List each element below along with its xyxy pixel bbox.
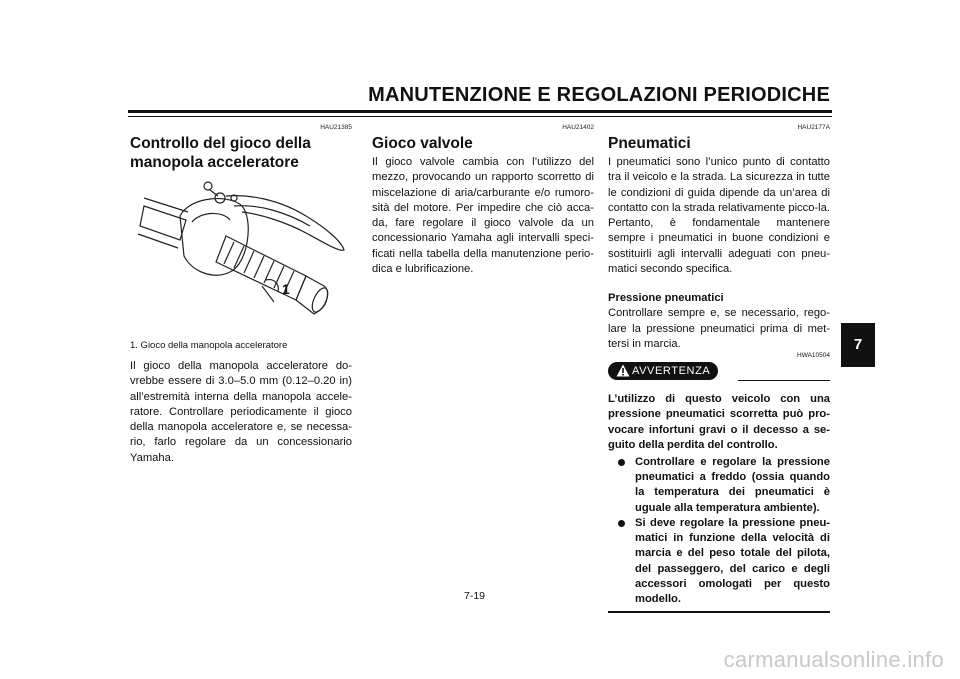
chapter-tab: 7 — [841, 323, 875, 367]
section-code: HAU2177A — [797, 124, 830, 131]
warning-badge — [608, 362, 718, 380]
bullet-icon — [618, 520, 625, 527]
warning-header — [608, 352, 830, 386]
subtitle-tire-pressure: Pressione pneumatici — [608, 292, 724, 305]
watermark: carmanualsonline.info — [723, 647, 944, 672]
warning-triangle-icon — [616, 364, 630, 377]
bullet-text: Controllare e regolare la pressione pneumatici a freddo (ossia quando la temperatura dei pneumatici è uguale alla temperatura ambiente). — [635, 456, 830, 514]
warning-bottom-rule — [608, 611, 830, 613]
page-header-title: MANUTENZIONE E REGOLAZIONI PERIODICHE — [368, 84, 830, 106]
column-tires — [608, 124, 830, 613]
warning-rule — [738, 380, 830, 381]
header-rule-thin — [128, 116, 832, 117]
body-tires: I pneumatici sono l’unico punto di contatto tra il veicolo e la strada. La sicurezza in tutte le condizioni di guida dipende da un’area di contatto con la strada relativamente picco-la. Pertanto, è fondamentale mantenere sempre i pneumatici in buone condizioni e sostituirli agli intervalli adeguati con pneu-matici secondo specifica. — [608, 156, 831, 276]
list-item — [608, 455, 830, 516]
bullet-icon — [618, 459, 625, 466]
list-item — [608, 516, 830, 607]
section-code: HAU21402 — [562, 124, 594, 131]
section-title-valves: Gioco valvole — [372, 135, 473, 152]
warning-label: AVVERTENZA — [632, 365, 711, 378]
section-code: HAU21385 — [320, 124, 352, 131]
bullet-text: Si deve regolare la pressione pneu-matici in funzione della velocità di marcia e del peso totale del pilota, del passeggero, del carico e degli accessori omologati per questo modello. — [635, 516, 830, 605]
page-number: 7-19 — [464, 590, 486, 602]
warning-text: L’utilizzo di questo veicolo con una pressione pneumatici scorretta può pro-vocare infortuni gravi o il decesso a se-guito della perdita del controllo. — [608, 393, 830, 451]
throttle-grip-illustration — [130, 176, 352, 336]
figure-callout-label: 1 — [282, 281, 290, 297]
header-rule-thick — [128, 110, 832, 113]
body-tire-pressure: Controllare sempre e, se necessario, rego-lare la pressione pneumatici prima di met-tersi in marcia. — [608, 307, 830, 350]
body-throttle: Il gioco della manopola acceleratore do-vrebbe essere di 3.0–5.0 mm (0.12–0.20 in) all’estremità interna della manopola accele-ratore. Controllare periodicamente il gioco della manopola acceleratore e, se necessa-rio, farlo regolare da un concessionario Yamaha. — [130, 360, 352, 464]
body-valves: Il gioco valvole cambia con l’utilizzo del mezzo, provocando un rapporto scorretto di miscelazione di aria/carburante e/o rumoro-sità del motore. Per impedire che ciò acca-da, fare regolare il gioco valvole da un concessionario Yamaha agli intervalli speci-ficati nella tabella della manutenzione perio-dica e lubrificazione. — [372, 156, 594, 276]
warning-code: HWA10504 — [797, 352, 830, 360]
column-throttle — [130, 124, 352, 466]
figure-caption: 1. Gioco della manopola acceleratore — [130, 340, 288, 351]
handlebar-drawing — [130, 176, 352, 336]
section-title-throttle: Controllo del gioco della manopola acceleratore — [130, 135, 311, 171]
column-valves — [372, 124, 594, 277]
section-title-tires: Pneumatici — [608, 135, 691, 152]
warning-bullets — [608, 455, 830, 607]
